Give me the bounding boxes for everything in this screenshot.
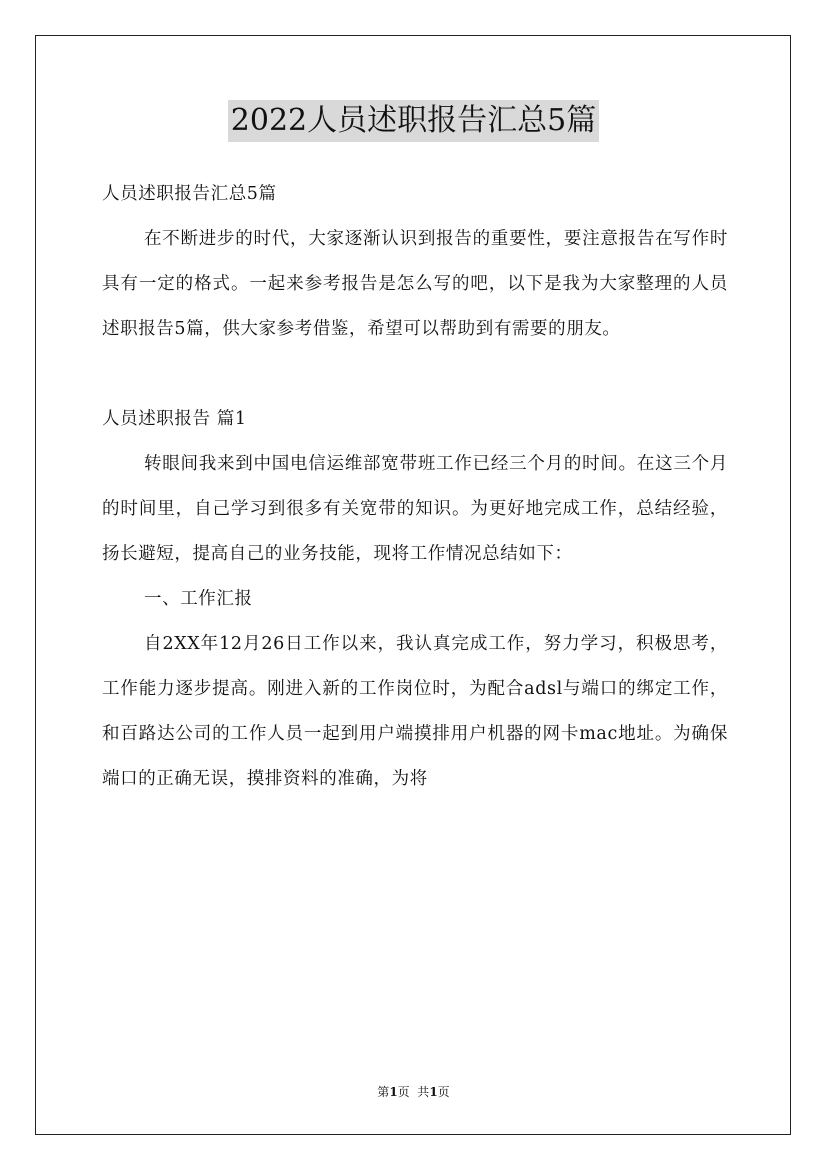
body-paragraph-2: 自2XX年12月26日工作以来，我认真完成工作，努力学习，积极思考，工作能力逐步提高。刚进入新的工作岗位时，为配合adsl与端口的绑定工作，和百路达公司的工作人员一起到用户端摸排用户机器的网卡mac地址。为确保端口的正确无误，摸排资料的准确，为将 <box>102 634 728 789</box>
section-heading: 人员述职报告 篇1 <box>102 409 247 429</box>
page-current-number: 1 <box>389 1085 398 1099</box>
document-subtitle: 人员述职报告汇总5篇 <box>102 184 277 204</box>
page-total-number: 1 <box>429 1085 438 1099</box>
document-title: 2022人员述职报告汇总5篇 <box>228 100 599 142</box>
title-container <box>0 100 827 142</box>
page-label-mid: 页 共 <box>397 1085 430 1099</box>
page-label-prefix: 第 <box>377 1085 390 1099</box>
body-paragraph-1: 转眼间我来到中国电信运维部宽带班工作已经三个月的时间。在这三个月的时间里，自己学习到很多有关宽带的知识。为更好地完成工作，总结经验，扬长避短，提高自己的业务技能，现将工作情况总结如下： <box>102 454 728 564</box>
sub-heading: 一、工作汇报 <box>144 589 253 609</box>
document-body <box>102 172 728 802</box>
paragraph-spacer <box>102 352 728 397</box>
page-label-suffix: 页 <box>437 1085 450 1099</box>
intro-paragraph: 在不断进步的时代，大家逐渐认识到报告的重要性，要注意报告在写作时具有一定的格式。一起来参考报告是怎么写的吧，以下是我为大家整理的人员述职报告5篇，供大家参考借鉴，希望可以帮助到有需要的朋友。 <box>102 229 728 339</box>
page-footer <box>0 1084 827 1100</box>
